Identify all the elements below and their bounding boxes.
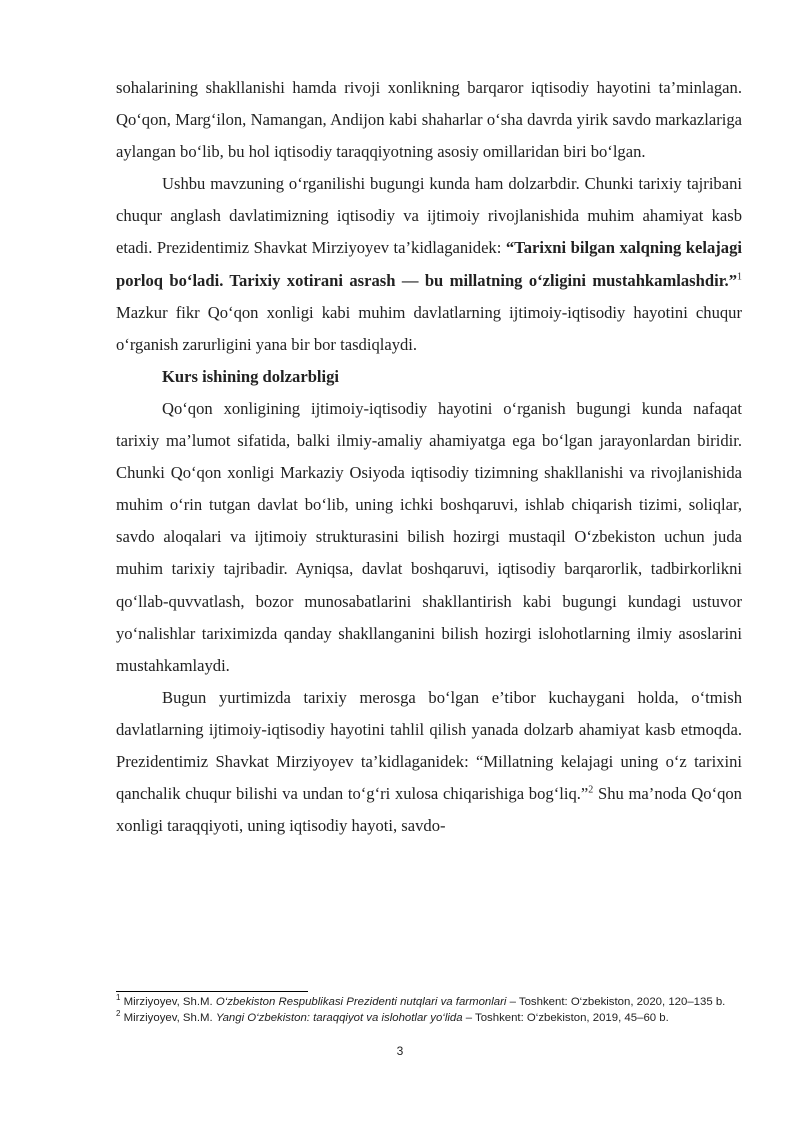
paragraph-continuation: sohalarining shakllanishi hamda rivoji xonlikning barqaror iqtisodiy hayotini ta’minlagan. Qo‘qon, Marg‘ilon, Namangan, Andijon kabi shaharlar o‘sha davrda yirik savdo markazlariga aylangan bo‘lib, bu hol iqtisodiy taraqqiyotning asosiy omillaridan biri bo‘lgan. xyxy=(116,78,742,162)
footnote-title: Yangi O‘zbekiston: taraqqiyot va islohotlar yo‘lida xyxy=(215,1012,463,1024)
section-heading: Kurs ishining dolzarbligi xyxy=(162,366,340,386)
footnote-author: Mirziyoyev, Sh.M. xyxy=(123,1012,216,1024)
paragraph-text: Mazkur fikr Qo‘qon xonligi kabi muhim davlatlarning ijtimoiy-iqtisodiy hayotini chuqur o‘rganish zarurligini yana bir bor tasdiqlaydi. xyxy=(116,302,742,354)
paragraph-text: Bugun yurtimizda tarixiy merosga bo‘lgan e’tibor kuchaygani holda, o‘tmish davlatlarning ijtimoiy-iqtisodiy hayotini tahlil qilish yanada dolzarb ahamiyat kasb etmoqda. Prezidentimiz Shavkat Mirziyoyev ta’kidlaganidek: “Millatning kelajagi uning o‘z tarixini qanchalik chuqur bilishi va undan to‘g‘ri xulosa chiqarishiga bog‘liq.” xyxy=(116,687,742,804)
page-number: 3 xyxy=(396,1044,404,1058)
paragraph-relevance-quote xyxy=(116,168,742,361)
footnote-number: 1 xyxy=(116,993,121,1003)
footnote-divider xyxy=(116,991,308,992)
footnote-title: O‘zbekiston Respublikasi Prezidenti nutqlari va farmonlari xyxy=(215,996,507,1008)
footnote-ref-2[interactable]: 2 xyxy=(588,784,594,796)
footnotes xyxy=(116,994,742,1026)
footnote-2 xyxy=(116,1010,742,1026)
paragraph-text: Ushbu mavzuning o‘rganilishi bugungi kunda ham dolzarbdir. Chunki tarixiy tajribani chuqur anglash davlatimizning iqtisodiy va ijtimoiy rivojlanishida muhim ahamiyat kasb etadi. Prezidentimiz Shavkat Mirziyoyev ta’kidlaganidek: xyxy=(116,174,742,258)
footnote-publication: – Toshkent: O‘zbekiston, 2019, 45–60 b. xyxy=(462,1012,669,1024)
paragraph-heritage xyxy=(116,682,742,842)
president-quote: “Tarixni bilgan xalqning kelajagi porloq bo‘ladi. Tarixiy xotirani asrash — bu millatning o‘zligini mustahkamlashdir.” xyxy=(116,238,742,290)
paragraph-text: Shu ma’noda Qo‘qon xonligi taraqqiyoti, uning iqtisodiy hayoti, savdo- xyxy=(116,784,742,836)
body-text xyxy=(116,72,742,842)
footnote-ref-1[interactable]: 1 xyxy=(737,271,742,283)
paragraph-relevance: Qo‘qon xonligining ijtimoiy-iqtisodiy hayotini o‘rganish bugungi kunda nafaqat tarixiy ma’lumot sifatida, balki ilmiy-amaliy ahamiyatga ega bo‘lgan jarayonlardan biridir. Chunki Qo‘qon xonligi Markaziy Osiyoda iqtisodiy tizimning shakllanishi va rivojlanishida muhim o‘rin tutgan davlat bo‘lib, uning ichki boshqaruvi, ishlab chiqarish tizimi, soliqlar, savdo aloqalari va ijtimoiy strukturasini bilish hozirgi mustaqil O‘zbekiston uchun juda muhim tarixiy tajribadir. Ayniqsa, davlat boshqaruvi, iqtisodiy barqarorlik, tadbirkorlikni qo‘llab-quvvatlash, bozor munosabatlarini shakllantirish kabi bugungi kundagi ustuvor yo‘nalishlar tariximizda qanday shakllanganini bilish hozirgi islohotlarning ilmiy asoslarini mustahkamlaydi. xyxy=(116,398,742,675)
footnote-publication: – Toshkent: O‘zbekiston, 2020, 120–135 b. xyxy=(506,996,726,1008)
footnote-1 xyxy=(116,994,742,1010)
footnote-author: Mirziyoyev, Sh.M. xyxy=(123,996,216,1008)
footnote-number: 2 xyxy=(116,1009,121,1019)
